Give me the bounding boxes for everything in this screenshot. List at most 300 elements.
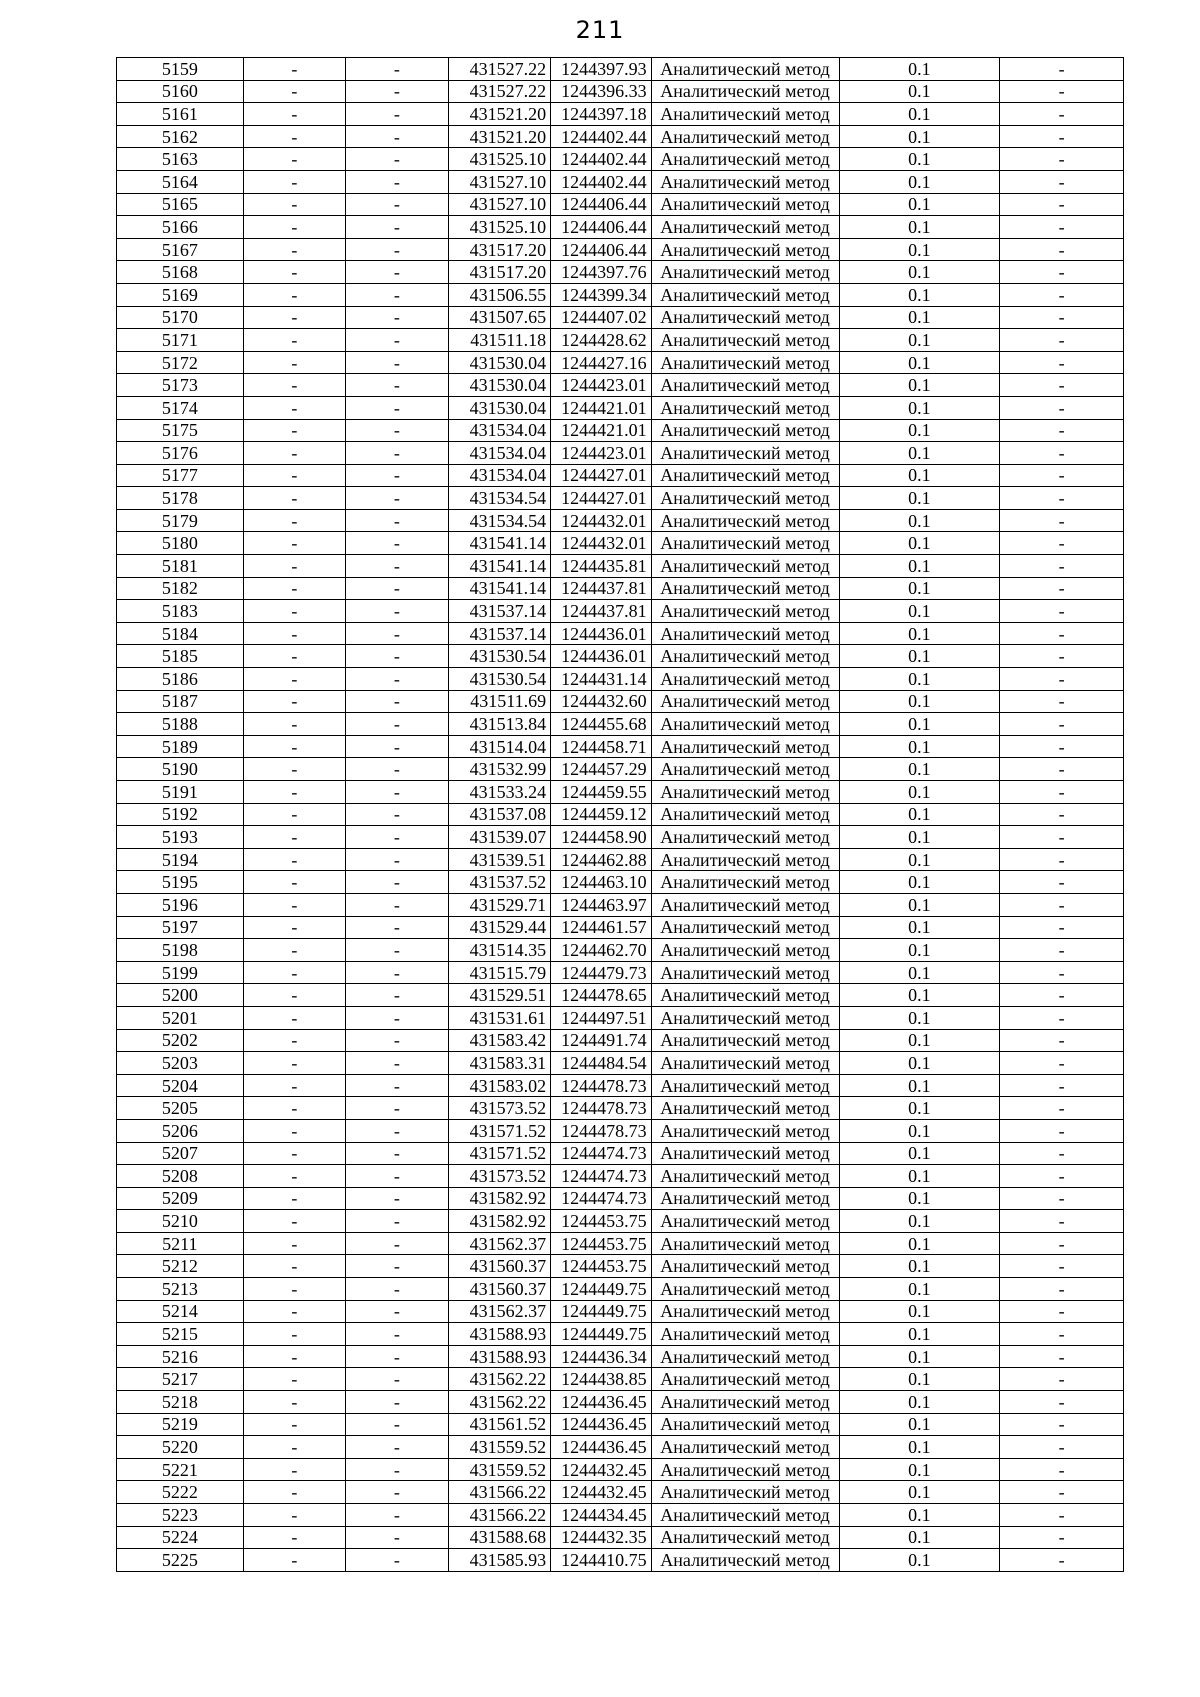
- dash-cell-3: -: [1000, 893, 1124, 916]
- dash-cell-1: -: [243, 645, 346, 668]
- dash-cell-2: -: [346, 939, 449, 962]
- y-coordinate-cell: 1244436.01: [551, 645, 651, 668]
- point-number-cell: 5214: [117, 1300, 244, 1323]
- y-coordinate-cell: 1244459.55: [551, 781, 651, 804]
- dash-cell-2: -: [346, 442, 449, 465]
- dash-cell-3: -: [1000, 1300, 1124, 1323]
- dash-cell-1: -: [243, 893, 346, 916]
- x-coordinate-cell: 431541.14: [448, 532, 551, 555]
- x-coordinate-cell: 431534.04: [448, 419, 551, 442]
- y-coordinate-cell: 1244462.88: [551, 848, 651, 871]
- dash-cell-3: -: [1000, 690, 1124, 713]
- point-number-cell: 5205: [117, 1097, 244, 1120]
- y-coordinate-cell: 1244449.75: [551, 1323, 651, 1346]
- point-number-cell: 5162: [117, 125, 244, 148]
- point-number-cell: 5190: [117, 758, 244, 781]
- dash-cell-2: -: [346, 1345, 449, 1368]
- method-cell: Аналитический метод: [651, 374, 839, 397]
- dash-cell-2: -: [346, 306, 449, 329]
- dash-cell-2: -: [346, 1232, 449, 1255]
- y-coordinate-cell: 1244432.01: [551, 532, 651, 555]
- dash-cell-2: -: [346, 148, 449, 171]
- x-coordinate-cell: 431573.52: [448, 1097, 551, 1120]
- method-cell: Аналитический метод: [651, 261, 839, 284]
- table-row: [117, 238, 1124, 261]
- dash-cell-3: -: [1000, 1278, 1124, 1301]
- point-number-cell: 5201: [117, 1006, 244, 1029]
- point-number-cell: 5182: [117, 577, 244, 600]
- dash-cell-3: -: [1000, 1142, 1124, 1165]
- y-coordinate-cell: 1244423.01: [551, 374, 651, 397]
- dash-cell-3: -: [1000, 487, 1124, 510]
- x-coordinate-cell: 431534.04: [448, 442, 551, 465]
- x-coordinate-cell: 431539.07: [448, 826, 551, 849]
- table-row: [117, 216, 1124, 239]
- dash-cell-1: -: [243, 848, 346, 871]
- dash-cell-2: -: [346, 1074, 449, 1097]
- y-coordinate-cell: 1244407.02: [551, 306, 651, 329]
- table-row: [117, 1119, 1124, 1142]
- dash-cell-2: -: [346, 238, 449, 261]
- method-cell: Аналитический метод: [651, 125, 839, 148]
- dash-cell-2: -: [346, 396, 449, 419]
- x-coordinate-cell: 431511.69: [448, 690, 551, 713]
- x-coordinate-cell: 431527.22: [448, 58, 551, 81]
- accuracy-cell: 0.1: [839, 1029, 1000, 1052]
- dash-cell-1: -: [243, 1278, 346, 1301]
- dash-cell-3: -: [1000, 1391, 1124, 1414]
- method-cell: Аналитический метод: [651, 1052, 839, 1075]
- accuracy-cell: 0.1: [839, 464, 1000, 487]
- method-cell: Аналитический метод: [651, 984, 839, 1007]
- table-row: [117, 645, 1124, 668]
- table-row: [117, 1006, 1124, 1029]
- x-coordinate-cell: 431560.37: [448, 1278, 551, 1301]
- x-coordinate-cell: 431537.52: [448, 871, 551, 894]
- y-coordinate-cell: 1244406.44: [551, 193, 651, 216]
- x-coordinate-cell: 431534.54: [448, 509, 551, 532]
- point-number-cell: 5202: [117, 1029, 244, 1052]
- y-coordinate-cell: 1244397.18: [551, 103, 651, 126]
- dash-cell-3: -: [1000, 1368, 1124, 1391]
- method-cell: Аналитический метод: [651, 826, 839, 849]
- y-coordinate-cell: 1244436.01: [551, 622, 651, 645]
- table-row: [117, 1458, 1124, 1481]
- method-cell: Аналитический метод: [651, 442, 839, 465]
- dash-cell-3: -: [1000, 464, 1124, 487]
- dash-cell-1: -: [243, 261, 346, 284]
- accuracy-cell: 0.1: [839, 261, 1000, 284]
- table-row: [117, 1391, 1124, 1414]
- method-cell: Аналитический метод: [651, 283, 839, 306]
- dash-cell-3: -: [1000, 306, 1124, 329]
- table-row: [117, 1142, 1124, 1165]
- x-coordinate-cell: 431525.10: [448, 148, 551, 171]
- y-coordinate-cell: 1244396.33: [551, 80, 651, 103]
- x-coordinate-cell: 431562.37: [448, 1232, 551, 1255]
- dash-cell-3: -: [1000, 396, 1124, 419]
- point-number-cell: 5176: [117, 442, 244, 465]
- dash-cell-2: -: [346, 555, 449, 578]
- x-coordinate-cell: 431585.93: [448, 1549, 551, 1572]
- accuracy-cell: 0.1: [839, 781, 1000, 804]
- table-row: [117, 170, 1124, 193]
- y-coordinate-cell: 1244449.75: [551, 1278, 651, 1301]
- table-row: [117, 103, 1124, 126]
- accuracy-cell: 0.1: [839, 1323, 1000, 1346]
- dash-cell-3: -: [1000, 125, 1124, 148]
- x-coordinate-cell: 431582.92: [448, 1210, 551, 1233]
- point-number-cell: 5193: [117, 826, 244, 849]
- y-coordinate-cell: 1244436.34: [551, 1345, 651, 1368]
- method-cell: Аналитический метод: [651, 80, 839, 103]
- dash-cell-3: -: [1000, 1119, 1124, 1142]
- y-coordinate-cell: 1244437.81: [551, 577, 651, 600]
- point-number-cell: 5177: [117, 464, 244, 487]
- dash-cell-3: -: [1000, 351, 1124, 374]
- x-coordinate-cell: 431511.18: [448, 329, 551, 352]
- dash-cell-2: -: [346, 1526, 449, 1549]
- accuracy-cell: 0.1: [839, 509, 1000, 532]
- table-body: [117, 58, 1124, 1572]
- dash-cell-1: -: [243, 125, 346, 148]
- accuracy-cell: 0.1: [839, 1165, 1000, 1188]
- method-cell: Аналитический метод: [651, 713, 839, 736]
- method-cell: Аналитический метод: [651, 600, 839, 623]
- point-number-cell: 5212: [117, 1255, 244, 1278]
- x-coordinate-cell: 431515.79: [448, 961, 551, 984]
- y-coordinate-cell: 1244438.85: [551, 1368, 651, 1391]
- method-cell: Аналитический метод: [651, 690, 839, 713]
- dash-cell-1: -: [243, 1187, 346, 1210]
- dash-cell-2: -: [346, 622, 449, 645]
- dash-cell-1: -: [243, 1345, 346, 1368]
- accuracy-cell: 0.1: [839, 803, 1000, 826]
- point-number-cell: 5180: [117, 532, 244, 555]
- method-cell: Аналитический метод: [651, 1029, 839, 1052]
- x-coordinate-cell: 431566.22: [448, 1481, 551, 1504]
- point-number-cell: 5189: [117, 735, 244, 758]
- dash-cell-2: -: [346, 645, 449, 668]
- dash-cell-2: -: [346, 487, 449, 510]
- point-number-cell: 5185: [117, 645, 244, 668]
- dash-cell-3: -: [1000, 1549, 1124, 1572]
- y-coordinate-cell: 1244421.01: [551, 419, 651, 442]
- dash-cell-2: -: [346, 577, 449, 600]
- x-coordinate-cell: 431534.54: [448, 487, 551, 510]
- dash-cell-3: -: [1000, 713, 1124, 736]
- method-cell: Аналитический метод: [651, 1278, 839, 1301]
- method-cell: Аналитический метод: [651, 351, 839, 374]
- dash-cell-2: -: [346, 329, 449, 352]
- method-cell: Аналитический метод: [651, 1549, 839, 1572]
- point-number-cell: 5167: [117, 238, 244, 261]
- accuracy-cell: 0.1: [839, 939, 1000, 962]
- dash-cell-3: -: [1000, 781, 1124, 804]
- dash-cell-1: -: [243, 1300, 346, 1323]
- dash-cell-1: -: [243, 803, 346, 826]
- y-coordinate-cell: 1244423.01: [551, 442, 651, 465]
- dash-cell-1: -: [243, 916, 346, 939]
- dash-cell-3: -: [1000, 1210, 1124, 1233]
- y-coordinate-cell: 1244402.44: [551, 125, 651, 148]
- x-coordinate-cell: 431588.68: [448, 1526, 551, 1549]
- method-cell: Аналитический метод: [651, 1142, 839, 1165]
- accuracy-cell: 0.1: [839, 1006, 1000, 1029]
- accuracy-cell: 0.1: [839, 577, 1000, 600]
- dash-cell-1: -: [243, 216, 346, 239]
- dash-cell-3: -: [1000, 532, 1124, 555]
- dash-cell-2: -: [346, 1458, 449, 1481]
- accuracy-cell: 0.1: [839, 848, 1000, 871]
- table-row: [117, 464, 1124, 487]
- accuracy-cell: 0.1: [839, 148, 1000, 171]
- x-coordinate-cell: 431507.65: [448, 306, 551, 329]
- x-coordinate-cell: 431560.37: [448, 1255, 551, 1278]
- x-coordinate-cell: 431582.92: [448, 1187, 551, 1210]
- dash-cell-1: -: [243, 1029, 346, 1052]
- y-coordinate-cell: 1244453.75: [551, 1255, 651, 1278]
- accuracy-cell: 0.1: [839, 1481, 1000, 1504]
- y-coordinate-cell: 1244432.60: [551, 690, 651, 713]
- dash-cell-1: -: [243, 58, 346, 81]
- dash-cell-1: -: [243, 1413, 346, 1436]
- y-coordinate-cell: 1244397.76: [551, 261, 651, 284]
- table-row: [117, 1232, 1124, 1255]
- dash-cell-2: -: [346, 871, 449, 894]
- y-coordinate-cell: 1244410.75: [551, 1549, 651, 1572]
- x-coordinate-cell: 431541.14: [448, 577, 551, 600]
- table-row: [117, 509, 1124, 532]
- point-number-cell: 5169: [117, 283, 244, 306]
- table-row: [117, 1413, 1124, 1436]
- point-number-cell: 5199: [117, 961, 244, 984]
- y-coordinate-cell: 1244437.81: [551, 600, 651, 623]
- dash-cell-1: -: [243, 396, 346, 419]
- dash-cell-1: -: [243, 984, 346, 1007]
- point-number-cell: 5221: [117, 1458, 244, 1481]
- point-number-cell: 5209: [117, 1187, 244, 1210]
- dash-cell-3: -: [1000, 916, 1124, 939]
- x-coordinate-cell: 431537.08: [448, 803, 551, 826]
- dash-cell-1: -: [243, 419, 346, 442]
- accuracy-cell: 0.1: [839, 80, 1000, 103]
- method-cell: Аналитический метод: [651, 1255, 839, 1278]
- dash-cell-1: -: [243, 103, 346, 126]
- accuracy-cell: 0.1: [839, 1210, 1000, 1233]
- x-coordinate-cell: 431531.61: [448, 1006, 551, 1029]
- dash-cell-3: -: [1000, 735, 1124, 758]
- y-coordinate-cell: 1244453.75: [551, 1210, 651, 1233]
- y-coordinate-cell: 1244458.90: [551, 826, 651, 849]
- table-row: [117, 148, 1124, 171]
- y-coordinate-cell: 1244463.97: [551, 893, 651, 916]
- table-row: [117, 1345, 1124, 1368]
- y-coordinate-cell: 1244462.70: [551, 939, 651, 962]
- table-row: [117, 781, 1124, 804]
- y-coordinate-cell: 1244479.73: [551, 961, 651, 984]
- point-number-cell: 5196: [117, 893, 244, 916]
- dash-cell-2: -: [346, 1029, 449, 1052]
- method-cell: Аналитический метод: [651, 216, 839, 239]
- accuracy-cell: 0.1: [839, 758, 1000, 781]
- table-row: [117, 1368, 1124, 1391]
- dash-cell-2: -: [346, 532, 449, 555]
- y-coordinate-cell: 1244459.12: [551, 803, 651, 826]
- method-cell: Аналитический метод: [651, 1481, 839, 1504]
- dash-cell-1: -: [243, 1052, 346, 1075]
- table-row: [117, 487, 1124, 510]
- accuracy-cell: 0.1: [839, 125, 1000, 148]
- dash-cell-3: -: [1000, 193, 1124, 216]
- accuracy-cell: 0.1: [839, 1413, 1000, 1436]
- dash-cell-1: -: [243, 1119, 346, 1142]
- accuracy-cell: 0.1: [839, 283, 1000, 306]
- dash-cell-3: -: [1000, 600, 1124, 623]
- dash-cell-3: -: [1000, 1029, 1124, 1052]
- dash-cell-3: -: [1000, 103, 1124, 126]
- accuracy-cell: 0.1: [839, 645, 1000, 668]
- y-coordinate-cell: 1244399.34: [551, 283, 651, 306]
- point-number-cell: 5197: [117, 916, 244, 939]
- dash-cell-3: -: [1000, 1006, 1124, 1029]
- dash-cell-3: -: [1000, 871, 1124, 894]
- table-row: [117, 1074, 1124, 1097]
- x-coordinate-cell: 431530.54: [448, 668, 551, 691]
- dash-cell-1: -: [243, 1481, 346, 1504]
- x-coordinate-cell: 431583.31: [448, 1052, 551, 1075]
- method-cell: Аналитический метод: [651, 1504, 839, 1527]
- dash-cell-2: -: [346, 1210, 449, 1233]
- dash-cell-2: -: [346, 758, 449, 781]
- accuracy-cell: 0.1: [839, 103, 1000, 126]
- x-coordinate-cell: 431571.52: [448, 1119, 551, 1142]
- x-coordinate-cell: 431517.20: [448, 238, 551, 261]
- point-number-cell: 5220: [117, 1436, 244, 1459]
- method-cell: Аналитический метод: [651, 803, 839, 826]
- accuracy-cell: 0.1: [839, 1142, 1000, 1165]
- x-coordinate-cell: 431506.55: [448, 283, 551, 306]
- dash-cell-2: -: [346, 735, 449, 758]
- accuracy-cell: 0.1: [839, 1368, 1000, 1391]
- table-row: [117, 283, 1124, 306]
- point-number-cell: 5186: [117, 668, 244, 691]
- point-number-cell: 5222: [117, 1481, 244, 1504]
- y-coordinate-cell: 1244431.14: [551, 668, 651, 691]
- dash-cell-3: -: [1000, 645, 1124, 668]
- dash-cell-2: -: [346, 1549, 449, 1572]
- dash-cell-2: -: [346, 1368, 449, 1391]
- dash-cell-1: -: [243, 600, 346, 623]
- point-number-cell: 5161: [117, 103, 244, 126]
- dash-cell-2: -: [346, 1504, 449, 1527]
- table-row: [117, 1165, 1124, 1188]
- point-number-cell: 5163: [117, 148, 244, 171]
- method-cell: Аналитический метод: [651, 781, 839, 804]
- point-number-cell: 5192: [117, 803, 244, 826]
- dash-cell-1: -: [243, 622, 346, 645]
- table-row: [117, 1097, 1124, 1120]
- point-number-cell: 5175: [117, 419, 244, 442]
- table-row: [117, 555, 1124, 578]
- dash-cell-2: -: [346, 1119, 449, 1142]
- method-cell: Аналитический метод: [651, 577, 839, 600]
- dash-cell-2: -: [346, 1255, 449, 1278]
- method-cell: Аналитический метод: [651, 509, 839, 532]
- dash-cell-3: -: [1000, 170, 1124, 193]
- page-number: 211: [575, 16, 625, 44]
- accuracy-cell: 0.1: [839, 735, 1000, 758]
- table-row: [117, 713, 1124, 736]
- table-row: [117, 1323, 1124, 1346]
- x-coordinate-cell: 431571.52: [448, 1142, 551, 1165]
- dash-cell-3: -: [1000, 216, 1124, 239]
- dash-cell-3: -: [1000, 939, 1124, 962]
- accuracy-cell: 0.1: [839, 916, 1000, 939]
- dash-cell-1: -: [243, 193, 346, 216]
- dash-cell-1: -: [243, 1323, 346, 1346]
- x-coordinate-cell: 431529.71: [448, 893, 551, 916]
- accuracy-cell: 0.1: [839, 1255, 1000, 1278]
- dash-cell-1: -: [243, 80, 346, 103]
- point-number-cell: 5207: [117, 1142, 244, 1165]
- method-cell: Аналитический метод: [651, 1006, 839, 1029]
- y-coordinate-cell: 1244474.73: [551, 1142, 651, 1165]
- method-cell: Аналитический метод: [651, 758, 839, 781]
- table-row: [117, 600, 1124, 623]
- dash-cell-2: -: [346, 509, 449, 532]
- dash-cell-1: -: [243, 1368, 346, 1391]
- dash-cell-1: -: [243, 1006, 346, 1029]
- dash-cell-2: -: [346, 283, 449, 306]
- x-coordinate-cell: 431530.04: [448, 396, 551, 419]
- dash-cell-1: -: [243, 1210, 346, 1233]
- accuracy-cell: 0.1: [839, 1232, 1000, 1255]
- y-coordinate-cell: 1244428.62: [551, 329, 651, 352]
- y-coordinate-cell: 1244484.54: [551, 1052, 651, 1075]
- x-coordinate-cell: 431537.14: [448, 600, 551, 623]
- method-cell: Аналитический метод: [651, 103, 839, 126]
- method-cell: Аналитический метод: [651, 1391, 839, 1414]
- dash-cell-3: -: [1000, 238, 1124, 261]
- table-row: [117, 80, 1124, 103]
- dash-cell-1: -: [243, 351, 346, 374]
- method-cell: Аналитический метод: [651, 1436, 839, 1459]
- x-coordinate-cell: 431529.51: [448, 984, 551, 1007]
- x-coordinate-cell: 431530.04: [448, 351, 551, 374]
- accuracy-cell: 0.1: [839, 1436, 1000, 1459]
- table-row: [117, 848, 1124, 871]
- method-cell: Аналитический метод: [651, 961, 839, 984]
- table-row: [117, 442, 1124, 465]
- accuracy-cell: 0.1: [839, 1278, 1000, 1301]
- dash-cell-3: -: [1000, 1526, 1124, 1549]
- x-coordinate-cell: 431573.52: [448, 1165, 551, 1188]
- accuracy-cell: 0.1: [839, 1052, 1000, 1075]
- table-row: [117, 916, 1124, 939]
- table-row: [117, 622, 1124, 645]
- accuracy-cell: 0.1: [839, 713, 1000, 736]
- y-coordinate-cell: 1244453.75: [551, 1232, 651, 1255]
- dash-cell-1: -: [243, 374, 346, 397]
- dash-cell-2: -: [346, 464, 449, 487]
- y-coordinate-cell: 1244455.68: [551, 713, 651, 736]
- dash-cell-3: -: [1000, 1436, 1124, 1459]
- y-coordinate-cell: 1244432.45: [551, 1458, 651, 1481]
- dash-cell-2: -: [346, 374, 449, 397]
- dash-cell-3: -: [1000, 984, 1124, 1007]
- y-coordinate-cell: 1244406.44: [551, 238, 651, 261]
